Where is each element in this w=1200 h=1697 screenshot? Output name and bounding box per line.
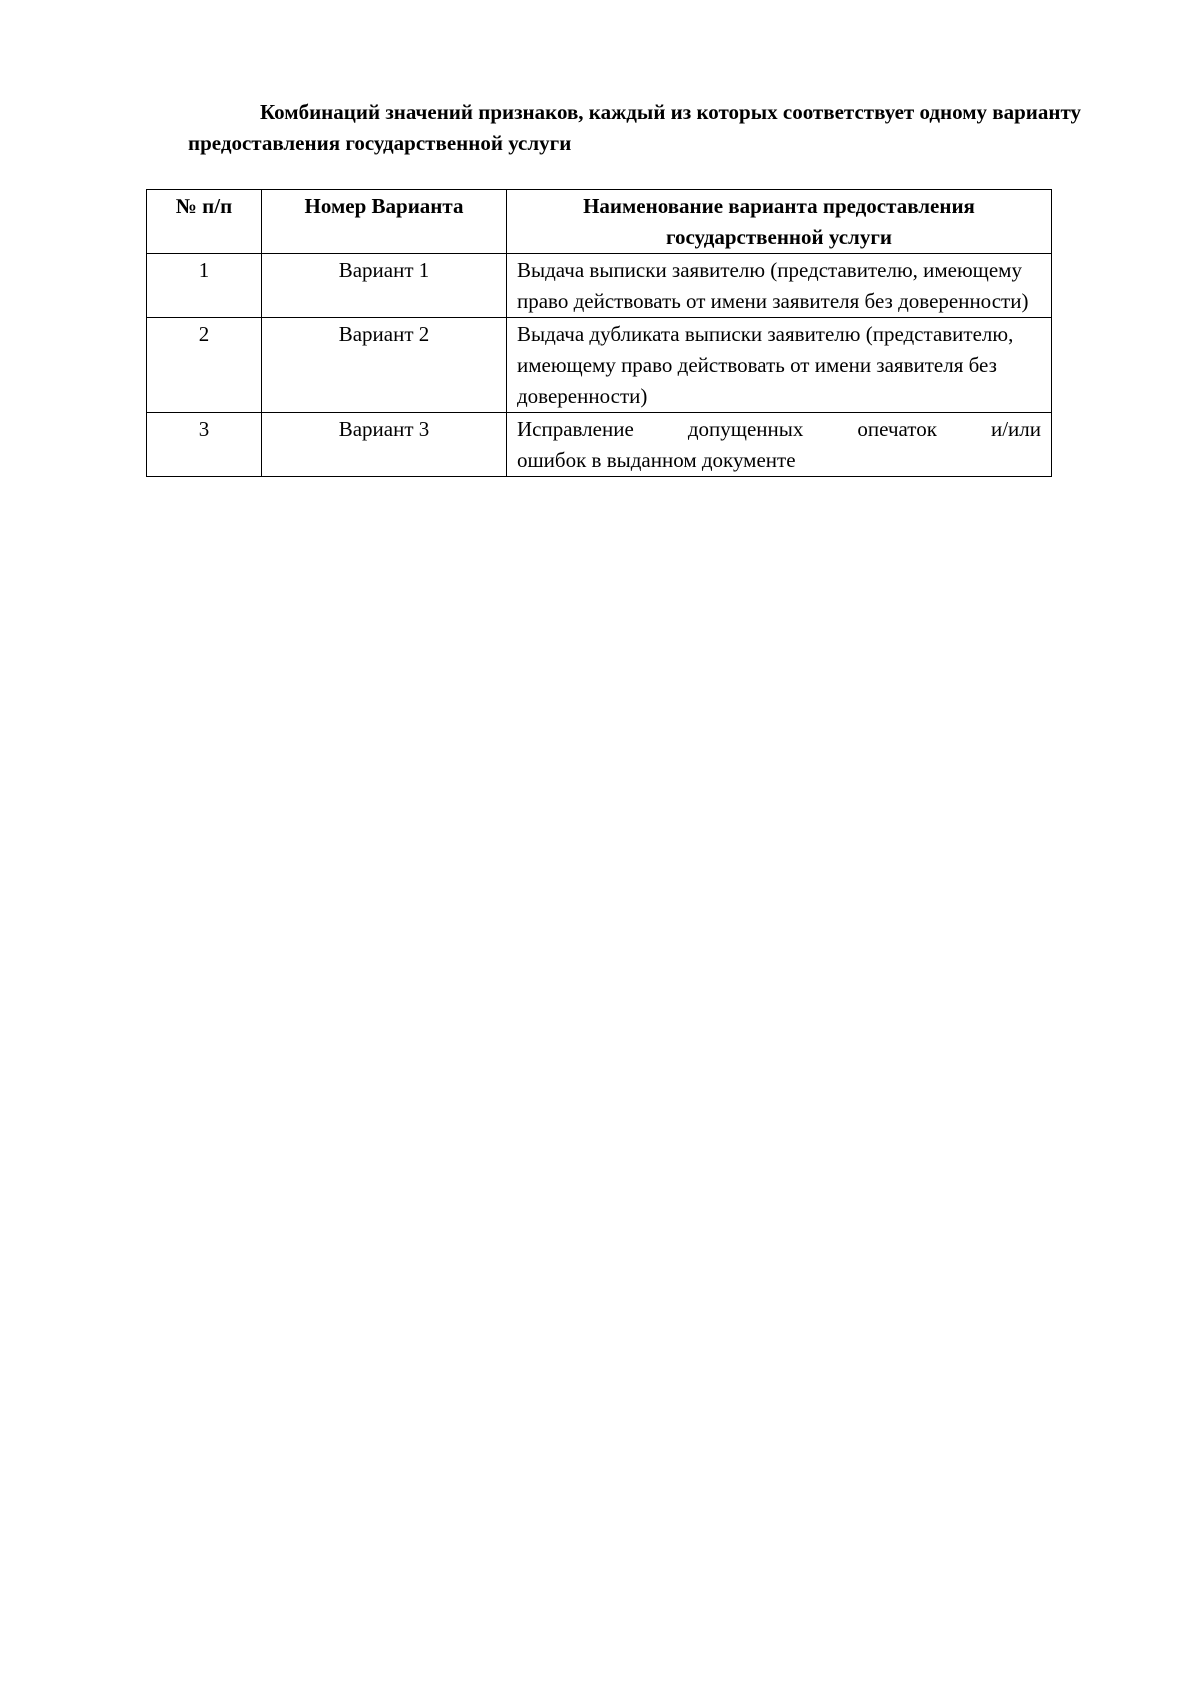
row-variant-name: [507, 413, 1052, 477]
row-variant: Вариант 3: [262, 413, 507, 477]
row-variant-name: Выдача дубликата выписки заявителю (представителю, имеющему право действовать от имени заявителя без доверенности): [507, 318, 1052, 413]
header-variant-number: Номер Варианта: [262, 190, 507, 254]
row-num: 3: [147, 413, 262, 477]
row-variant-name: Выдача выписки заявителю (представителю, имеющему право действовать от имени заявителя без доверенности): [507, 254, 1052, 318]
header-variant-name: Наименование варианта предоставления государственной услуги: [507, 190, 1052, 254]
table-body: [147, 254, 1052, 477]
table-row: [147, 413, 1052, 477]
row-variant-name-line-2: ошибок в выданном документе: [517, 448, 796, 472]
row-variant: Вариант 1: [262, 254, 507, 318]
table-header: [147, 190, 1052, 254]
row-variant: Вариант 2: [262, 318, 507, 413]
page-heading: Комбинаций значений признаков, каждый из которых соответствует одному варианту предоставления государственной услуги: [188, 100, 1081, 155]
header-num: № п/п: [147, 190, 262, 254]
variants-table: [146, 189, 1052, 477]
row-num: 1: [147, 254, 262, 318]
table-header-row: [147, 190, 1052, 254]
table-row: [147, 254, 1052, 318]
row-num: 2: [147, 318, 262, 413]
row-variant-name-line-1: Исправление допущенных опечаток и/или: [517, 417, 1041, 441]
table-row: [147, 318, 1052, 413]
